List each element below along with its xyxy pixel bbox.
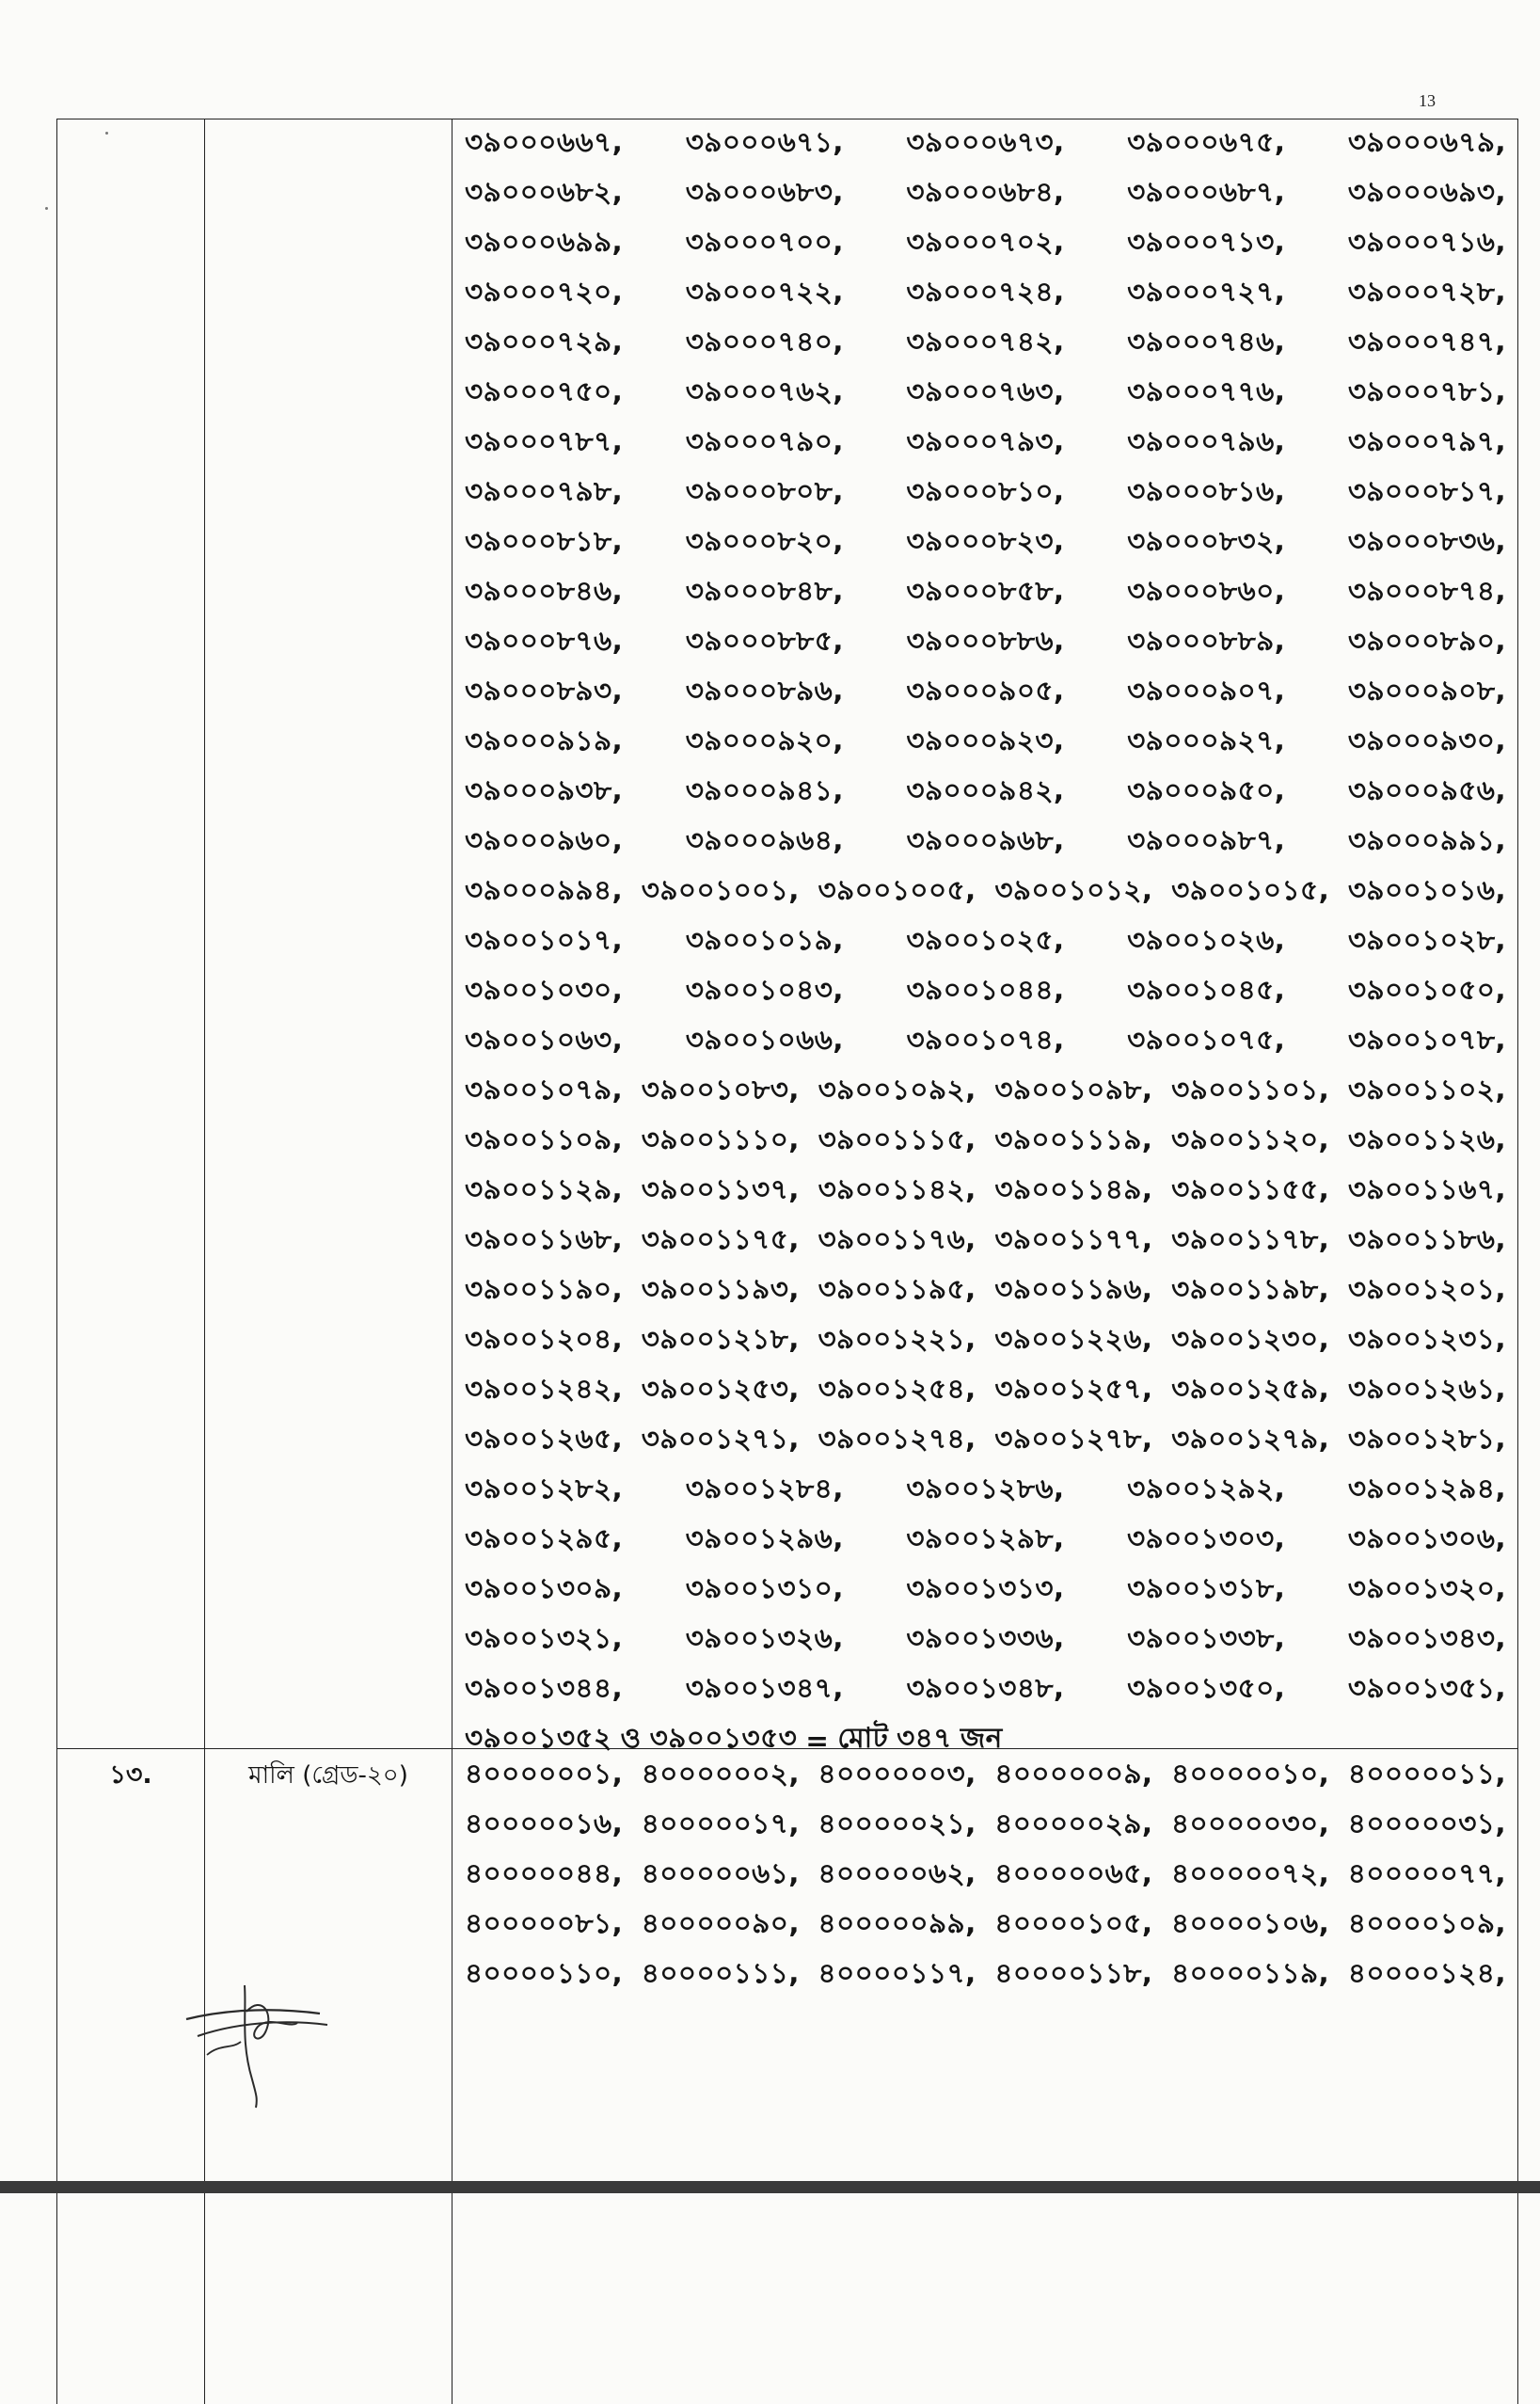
roll-row [452,1167,1517,1217]
roll-number: ৩৯০০০৭৪৭, [1347,326,1506,358]
roll-number: ৩৯০০১২৫৪, [818,1373,976,1405]
total-text: = [805,1724,830,1757]
roll-number: ৩৯০০১০৪৫, [1127,974,1286,1006]
roll-number: ৩৯০০০৮৭৪, [1347,575,1506,607]
roll-number: ৩৯০০১০১৭, [465,924,624,956]
roll-number: ৩৯০০০৭৮১, [1347,375,1506,407]
roll-number: ৩৯০০১৩৩৬, [906,1622,1065,1654]
roll-number: ৩৯০০০৭২৭, [1127,276,1286,308]
roll-number: ৩৯০০১০৭৮, [1347,1024,1506,1056]
roll-number: ৩৯০০০৯৯৪, [465,874,624,906]
roll-number: ৩৯০০০৮৮৯, [1127,625,1286,657]
roll-row [452,718,1517,768]
roll-number: ৩৯০০০৯৬৪, [685,824,844,856]
roll-row [452,917,1517,967]
roll-number: ৩৯০০১২৯৫, [465,1522,624,1554]
roll-number: ৩৯০০০৮১৮, [465,525,624,557]
roll-number: ৪০০০০০১৭, [641,1807,800,1839]
roll-number: ৩৯০০০৯১৯, [465,724,624,756]
roll-number: ৩৯০০১১৯৬, [994,1273,1153,1305]
roll-number: ৪০০০০০৬৫, [994,1857,1153,1889]
roll-number: ৩৯০০০৯৯১, [1347,824,1506,856]
roll-list-continued [452,119,1517,1765]
roll-number: ৪০০০০০৬২, [818,1857,976,1889]
roll-number: ৪০০০০০৩০, [1171,1807,1330,1839]
roll-number: ৩৯০০১২৩০, [1171,1323,1330,1355]
roll-row [452,1851,1517,1901]
roll-number: ৩৯০০১৩৫০, [1127,1672,1286,1704]
roll-number: ৪০০০০০১০, [1171,1758,1330,1790]
roll-number: ৩৯০০১০২৬, [1127,924,1286,956]
roll-number: ৩৯০০১১৬৭, [1347,1173,1506,1205]
roll-row [452,1366,1517,1416]
roll-number: ৩৯০০১৩১০, [685,1572,844,1604]
roll-number: ৪০০০০১১১, [641,1957,800,1989]
roll-number: ৩৯০০১১৪৯, [994,1173,1153,1205]
roll-number: ৩৯০০১০৯২, [818,1074,976,1106]
roll-row [452,568,1517,618]
roll-number: ৩৯০০০৭৯৬, [1127,425,1286,457]
roll-number: ৩৯০০১২৭৪, [818,1423,976,1455]
roll-number: ৩৯০০১০১৬, [1347,874,1506,906]
roll-number: ৩৯০০০৬৭১, [685,126,844,158]
roll-number: ৩৯০০১১১৯, [994,1123,1153,1155]
roll-number: ৪০০০০০০৯, [994,1758,1153,1790]
roll-number: ৪০০০০১০৯, [1347,1907,1506,1939]
roll-row [452,1266,1517,1316]
roll-number: ৩৯০০০৭৯৩, [906,425,1065,457]
roll-list-mali [452,1751,1517,2000]
roll-row [452,169,1517,219]
roll-number: ৩৯০০১২৩১, [1347,1323,1506,1355]
roll-number: ৩৯০০১১১৫, [818,1123,976,1155]
roll-row [452,269,1517,319]
total-text: ও [620,1722,642,1754]
roll-number: ৩৯০০১৩২১, [465,1622,624,1654]
roll-row [452,1665,1517,1715]
roll-number: ৩৯০০০৮১৬, [1127,475,1286,507]
roll-row [452,469,1517,518]
roll-row [452,1217,1517,1266]
roll-row [452,1416,1517,1466]
roll-number: ৩৯০০০৮৪৮, [685,575,844,607]
roll-number: ৩৯০০১১৯৫, [818,1273,976,1305]
roll-number: ৩৯০০১০৭৪, [906,1024,1065,1056]
roll-number: ৩৯০০০৭৭৬, [1127,375,1286,407]
roll-number: ৩৯০০১১২৬, [1347,1123,1506,1155]
roll-number: ৩৯০০১০১২, [994,874,1153,906]
roll-number: ৩৯০০০৬৮৭, [1127,176,1286,208]
roll-number: ৩৯০০০৬৭৫, [1127,126,1286,158]
roll-row [452,1566,1517,1616]
roll-row [452,768,1517,818]
roll-number: ৩৯০০০৯২৭, [1127,724,1286,756]
roll-number: ৩৯০০১১৫৫, [1171,1173,1330,1205]
roll-number: ৩৯০০০৬৭৩, [906,126,1065,158]
roll-row [452,369,1517,419]
roll-row [452,1316,1517,1366]
roll-number: ৪০০০০০০১, [465,1758,624,1790]
roll-number: ৩৯০০১৩৪৮, [906,1672,1065,1704]
roll-number: ৪০০০০০৩১, [1347,1807,1506,1839]
roll-number: ৪০০০০০৭৭, [1347,1857,1506,1889]
roll-number: ৩৯০০০৭৪০, [685,326,844,358]
roll-number: ৪০০০০০৯৯, [818,1907,976,1939]
roll-number: ৩৯০০১২০১, [1347,1273,1506,1305]
roll-number: ৩৯০০০৭৫০, [465,375,624,407]
roll-number: ৪০০০০০০২, [641,1758,800,1790]
roll-number: ৩৯০০১০৮৩, [641,1074,800,1106]
roll-number: ৩৯০০০৮৪৬, [465,575,624,607]
roll-number: ৩৯০০১০৯৮, [994,1074,1153,1106]
roll-number: ৩৯০০১১৭৬, [818,1223,976,1255]
roll-number: ৩৯০০১২৭৮, [994,1423,1153,1455]
roll-number: ৩৯০০১০৭৫, [1127,1024,1286,1056]
scan-speck [105,132,108,135]
roll-number: ৩৯০০০৮১০, [906,475,1065,507]
roll-number: ৩৯০০০৭২৮, [1347,276,1506,308]
roll-row [452,967,1517,1017]
roll-number: ৩৯০০১২৭৯, [1171,1423,1330,1455]
roll-number: ৩৯০০০৮৩২, [1127,525,1286,557]
roll-row [452,219,1517,269]
roll-row [452,868,1517,917]
roll-number: ৩৯০০১০০১, [641,874,800,906]
roll-number: ৩৯০০১১২০, [1171,1123,1330,1155]
roll-number: ৩৯০০১৩০৯, [465,1572,624,1604]
roll-number: ৩৯০০১২৫৭, [994,1373,1153,1405]
roll-number: ৩৯০০০৯২০, [685,724,844,756]
roll-number: ৩৯০০১২৫৯, [1171,1373,1330,1405]
scan-edge-bar [0,2181,1540,2193]
roll-row [452,419,1517,469]
roll-number: ৩৯০০০৯০৫, [906,675,1065,707]
roll-number: ৪০০০০০৭২, [1170,1857,1330,1889]
roll-number: ৩৯০০০৮০৮, [685,475,844,507]
scan-speck [45,207,48,210]
roll-row [452,668,1517,718]
roll-row [452,1751,1517,1801]
roll-number: ৩৯০০১১০১, [1171,1074,1330,1106]
roll-number: ৩৯০০০৯২৩, [906,724,1065,756]
roll-number: ৩৯০০১০৬৩, [465,1024,624,1056]
roll-number: ৩৯০০০৭৬৩, [906,375,1065,407]
roll-number: ৩৯০০০৯৬০, [465,824,624,856]
roll-number: ৩৯০০১০৩০, [465,974,624,1006]
roll-number: ৩৯০০০৬৬৭, [465,126,624,158]
roll-number: ৩৯০০১০৫০, [1347,974,1506,1006]
roll-number: ৩৯০০০৭২৪, [906,276,1065,308]
roll-number: ৩৯০০০৭৯৭, [1347,425,1506,457]
roll-number: ৪০০০০১১৭, [818,1957,976,1989]
roll-number: ৩৯০০১২৯২, [1127,1473,1286,1504]
roll-number: ৩৯০০০৯৮৭, [1127,824,1286,856]
roll-number: ৩৯০০০৭৪৬, [1127,326,1286,358]
roll-number: ৪০০০০১২৪, [1347,1957,1506,1989]
roll-row [452,618,1517,668]
roll-number: ৩৯০০০৭২৯, [465,326,624,358]
roll-number: ৩৯০০০৮২৩, [906,525,1065,557]
roll-number: ৩৯০০১১০৯, [465,1123,624,1155]
roll-number: ৩৯০০১১৭৫, [641,1223,800,1255]
roll-row [452,1117,1517,1167]
roll-number: ৪০০০০১১৮, [994,1957,1153,1989]
roll-number: ৩৯০০১২২৬, [994,1323,1153,1355]
roll-number: ৩৯০০১২৪২, [465,1373,624,1405]
roll-number: ৩৯০০১১৯৮, [1171,1273,1330,1305]
roll-number: ৩৯০০১২৬১, [1347,1373,1506,1405]
roll-number: ৩৯০০১৩১৩, [906,1572,1065,1604]
roll-number: ৩৯০০১২১৮, [641,1323,800,1355]
roll-number: ৩৯০০১২৬৫, [465,1423,624,1455]
roll-number: ৪০০০০০১৬, [465,1807,624,1839]
total-text: ৩৯০০১৩৫২ [465,1722,612,1754]
roll-row [452,1901,1517,1950]
signature-image [179,1957,367,2117]
roll-number: ৪০০০০০২১, [818,1807,976,1839]
roll-number: ৩৯০০১১৬৮, [465,1223,624,1255]
roll-number: ৪০০০০১০৬, [1171,1907,1330,1939]
roll-number: ৩৯০০০৮৮৫, [685,625,844,657]
roll-number: ৩৯০০১২৯৬, [685,1522,844,1554]
roll-number: ৩৯০০১১১০, [641,1123,800,1155]
roll-number: ৩৯০০১১৩৭, [641,1173,800,1205]
roll-number: ৩৯০০০৯৩৮, [465,774,624,806]
roll-number: ৩৯০০০৮৩৬, [1347,525,1506,557]
roll-number: ৩৯০০১৩০৩, [1127,1522,1286,1554]
roll-number: ৩৯০০০৭১৬, [1347,226,1506,258]
roll-number: ৩৯০০১৩৫১, [1347,1672,1506,1704]
roll-number: ৩৯০০০৮৯০, [1347,625,1506,657]
roll-number: ৪০০০০০০৩, [818,1758,976,1790]
roll-number: ৩৯০০০৭৮৭, [465,425,624,457]
roll-number: ৪০০০০০৪৪, [465,1857,624,1889]
page-number: 13 [1419,91,1436,110]
roll-number: ৩৯০০১২২১, [818,1323,976,1355]
roll-row [452,1067,1517,1117]
roll-number: ৩৯০০০৭০০, [685,226,844,258]
roll-number: ৩৯০০১২৮৬, [906,1473,1065,1504]
roll-number: ৩৯০০১২৫৩, [641,1373,800,1405]
roll-number: ৪০০০০০৮১, [465,1907,624,1939]
roll-number: ৩৯০০১২৯৮, [906,1522,1065,1554]
roll-number: ৩৯০০১১৯০, [465,1273,624,1305]
roll-number: ৩৯০০০৯৪২, [906,774,1065,806]
roll-number: ৩৯০০০৮৭৬, [465,625,624,657]
roll-number: ৩৯০০১৩৪৩, [1347,1622,1506,1654]
roll-number: ৩৯০০১২৮১, [1347,1423,1506,1455]
roll-number: ৩৯০০১১৭৮, [1171,1223,1330,1255]
roll-number: ৩৯০০০৮৯৬, [685,675,844,707]
roll-number: ৩৯০০১১২৯, [465,1173,624,1205]
roll-number: ৩৯০০১২০৪, [465,1323,624,1355]
roll-number: ৩৯০০১২৭১, [641,1423,800,1455]
roll-number: ৪০০০০০৬১, [641,1857,800,1889]
roll-row [452,1950,1517,2000]
total-text: ৩৯০০১৩৫৩ [649,1722,798,1754]
roll-number: ৩৯০০০৯৫৬, [1347,774,1506,806]
roll-number: ৩৯০০০৯৫০, [1127,774,1286,806]
roll-number: ৩৯০০০৯০৮, [1347,675,1506,707]
roll-number: ৩৯০০০৮৯৩, [465,675,624,707]
roll-number: ৪০০০০১১৯, [1171,1957,1330,1989]
roll-number: ৩৯০০০৬৯৩, [1347,176,1506,208]
roll-number: ৩৯০০০৯০৭, [1127,675,1286,707]
roll-number: ৩৯০০১১৪২, [818,1173,976,1205]
roll-number: ৪০০০০০৯০, [641,1907,800,1939]
roll-number: ৩৯০০০৬৮২, [465,176,624,208]
roll-row [452,1801,1517,1851]
roll-number: ৩৯০০১০০৫, [818,874,976,906]
roll-number: ৩৯০০১৩৪৭, [685,1672,844,1704]
roll-number: ৩৯০০০৮৬০, [1127,575,1286,607]
roll-number: ৩৯০০১০৪৩, [685,974,844,1006]
roll-number: ৩৯০০০৯৬৮, [906,824,1065,856]
roll-number: ৩৯০০০৭৯০, [685,425,844,457]
roll-number: ৩৯০০১১৯৩, [641,1273,800,1305]
roll-number: ৩৯০০০৭৬২, [685,375,844,407]
roll-number: ৩৯০০১৩২৬, [685,1622,844,1654]
roll-number: ৩৯০০১০৬৬, [685,1024,844,1056]
roll-number: ৩৯০০১০৪৪, [906,974,1065,1006]
roll-number: ৩৯০০০৭০২, [906,226,1065,258]
roll-row [452,119,1517,169]
roll-number: ৪০০০০০২৯, [994,1807,1153,1839]
roll-number: ৩৯০০০৮১৭, [1347,475,1506,507]
roll-number: ৩৯০০১৩২০, [1347,1572,1506,1604]
roll-number: ৩৯০০০৬৭৯, [1347,126,1506,158]
roll-number: ৩৯০০১০২৮, [1347,924,1506,956]
total-text: জন [960,1722,1003,1754]
roll-number: ৩৯০০০৬৮৩, [685,176,844,208]
roll-number: ৩৯০০১১০২, [1347,1074,1506,1106]
roll-number: ৩৯০০১০২৫, [906,924,1065,956]
roll-row [452,1466,1517,1516]
serial-number: ১৩. [109,1759,152,1790]
roll-row [452,1017,1517,1067]
roll-number: ৩৯০০০৬৮৪, [906,176,1065,208]
roll-row [452,818,1517,868]
roll-row [452,319,1517,369]
roll-number: ৩৯০০১৩৪৪, [465,1672,624,1704]
roll-number: ৩৯০০০৬৯৯, [465,226,624,258]
roll-number: ৩৯০০০৭৪২, [906,326,1065,358]
roll-number: ৩৯০০০৯৪১, [685,774,844,806]
roll-number: ৪০০০০১১০, [465,1957,624,1989]
roll-number: ৩৯০০০৭২২, [685,276,844,308]
roll-number: ৩৯০০০৯৩০, [1347,724,1506,756]
roll-number: ৩৯০০১৩৩৮, [1127,1622,1286,1654]
roll-row [452,518,1517,568]
post-designation: মালি (গ্রেড-২০) [248,1761,408,1790]
roll-number: ৩৯০০১৩১৮, [1127,1572,1286,1604]
roll-number: ৩৯০০১২৯৪, [1347,1473,1506,1504]
roll-number: ৩৯০০১০৭৯, [465,1074,624,1106]
roll-number: ৩৯০০০৮৮৬, [906,625,1065,657]
total-text: মোট [837,1722,889,1754]
roll-number: ৩৯০০১৩০৬, [1347,1522,1506,1554]
total-text: ৩৪৭ [897,1722,952,1754]
roll-number: ৩৯০০১২৮৪, [685,1473,844,1504]
roll-number: ৩৯০০০৭৯৮, [465,475,624,507]
roll-number: ৪০০০০১০৫, [994,1907,1153,1939]
roll-number: ৩৯০০০৮৫৮, [906,575,1065,607]
roll-number: ৩৯০০০৮২০, [685,525,844,557]
roll-number: ৩৯০০০৭২০, [465,276,624,308]
roll-number: ৩৯০০১১৭৭, [994,1223,1153,1255]
roll-number: ৩৯০০১২৮২, [465,1473,624,1504]
roll-number: ৪০০০০০১১, [1347,1758,1506,1790]
roll-row [452,1516,1517,1566]
roll-number: ৩৯০০১১৮৬, [1347,1223,1506,1255]
roll-number: ৩৯০০১০১৫, [1171,874,1330,906]
roll-number: ৩৯০০০৭১৩, [1127,226,1286,258]
roll-number: ৩৯০০১০১৯, [685,924,844,956]
roll-row [452,1616,1517,1665]
